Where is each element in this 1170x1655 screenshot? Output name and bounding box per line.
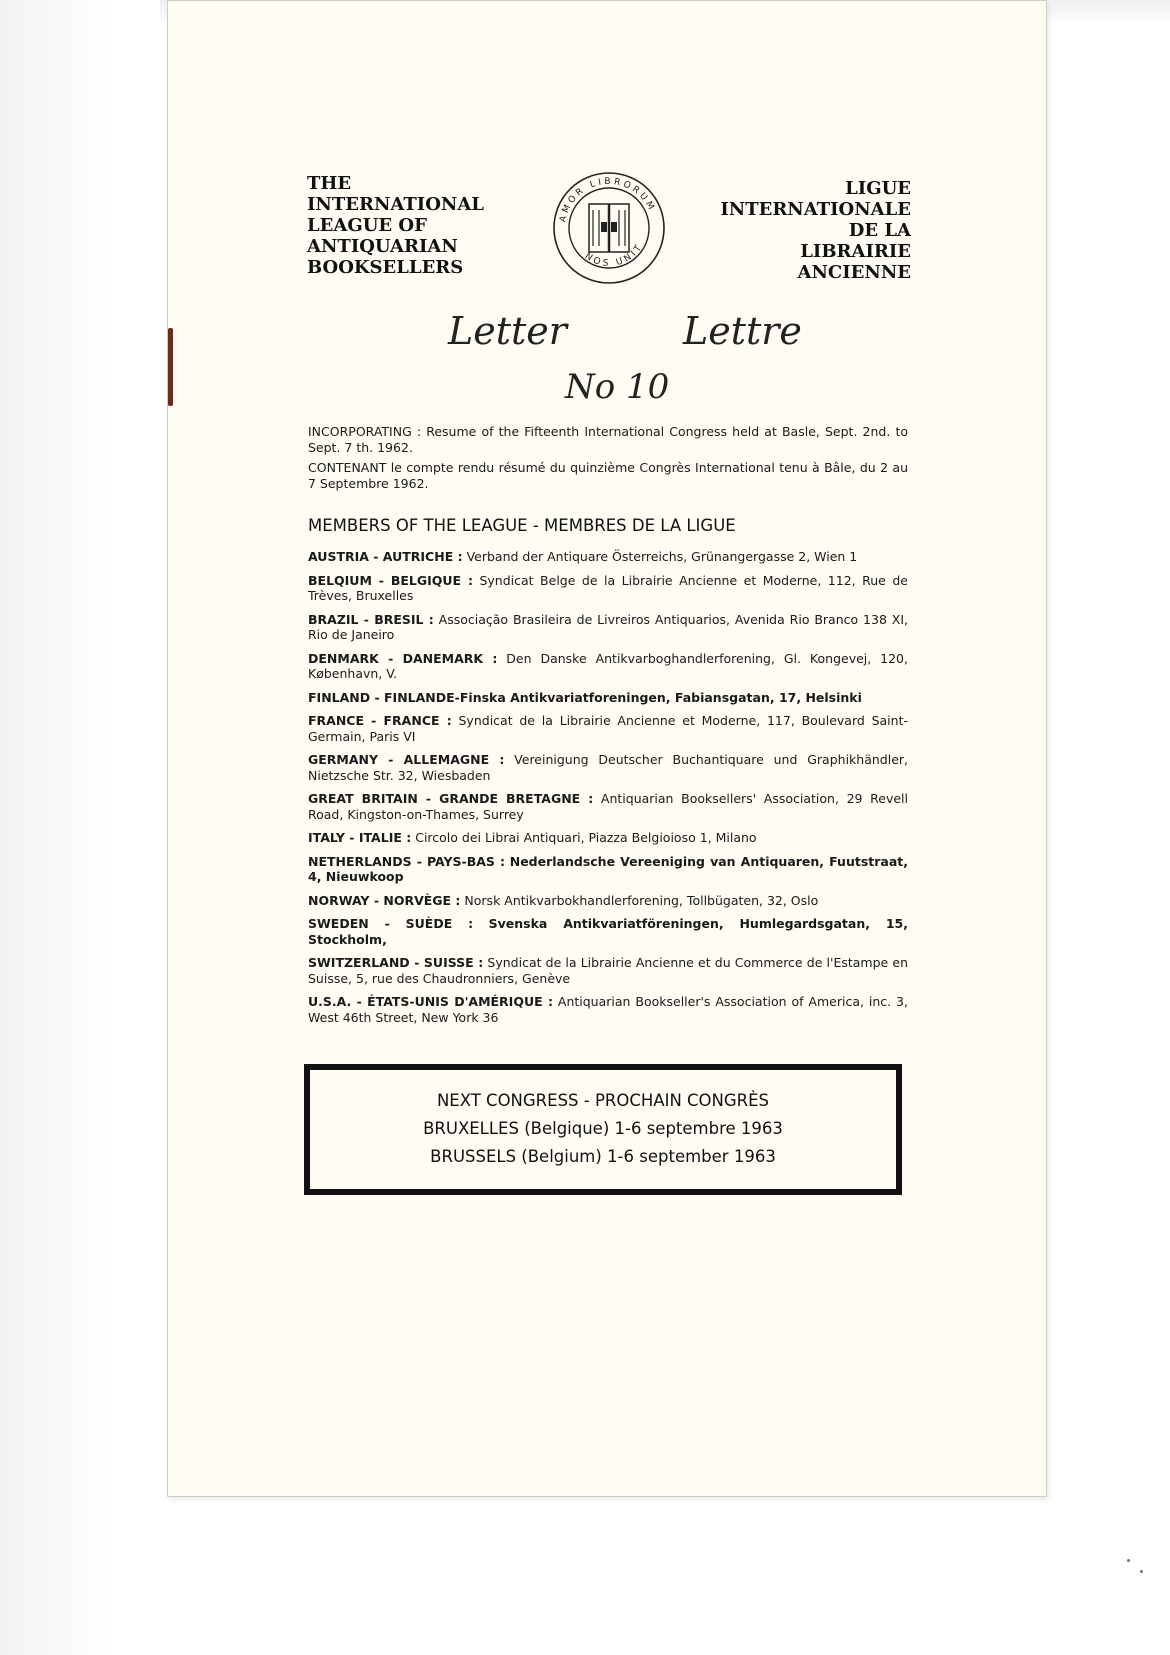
member-country: NORWAY - NORVÈGE : xyxy=(308,892,461,908)
list-item xyxy=(308,854,908,885)
members-heading: MEMBERS OF THE LEAGUE - MEMBRES DE LA LIGUE xyxy=(308,516,736,535)
header-french-line: INTERNATIONALE xyxy=(720,199,911,220)
list-item xyxy=(308,893,908,909)
intro-english: INCORPORATING : Resume of the Fifteenth International Congress held at Basle, Sept. 2nd. to Sept. 7 th. 1962. xyxy=(308,424,908,455)
member-address: Associação Brasileira de Livreiros Antiquarios, Avenida Rio Branco 138 XI, Rio de Janeiro xyxy=(308,611,908,642)
header-french-line: DE LA xyxy=(848,220,911,241)
list-item xyxy=(308,713,908,744)
header-english-line: ANTIQUARIAN xyxy=(307,236,458,257)
member-address: Norsk Antikvarbokhandlerforening, Tollbügaten, 32, Oslo xyxy=(464,892,819,908)
header-english xyxy=(307,173,547,278)
staple-mark xyxy=(168,328,173,406)
header-english-line: BOOKSELLERS xyxy=(307,257,464,278)
list-item xyxy=(308,916,908,947)
list-item xyxy=(308,955,908,986)
ilab-emblem-icon xyxy=(551,170,667,286)
svg-text:AMOR LIBRORUM: AMOR LIBRORUM xyxy=(558,176,657,224)
member-country: GERMANY - ALLEMAGNE : xyxy=(308,752,505,767)
member-address: Syndicat Belge de la Librairie Ancienne et Moderne, 112, Rue de Trèves, Bruxelles xyxy=(308,572,908,603)
member-address: Syndicat de la Librairie Ancienne et du Commerce de l'Estampe en Suisse, 5, rue des Chaudronniers, Genève xyxy=(308,955,908,986)
member-country: FRANCE - FRANCE : xyxy=(308,713,452,728)
members-list xyxy=(308,549,908,1033)
member-address: Antiquarian Bookseller's Association of America, inc. 3, West 46th Street, New York 36 xyxy=(308,994,908,1025)
list-item xyxy=(308,651,908,682)
title-letter-en: Letter xyxy=(448,309,567,353)
member-country: U.S.A. - ÉTATS-UNIS D'AMÉRIQUE : xyxy=(308,994,553,1009)
member-country: FINLAND - FINLANDE- xyxy=(308,689,460,705)
member-address: Verband der Antiquare Österreichs, Grünangergasse 2, Wien 1 xyxy=(466,549,858,564)
member-country: SWEDEN - SUÈDE : xyxy=(308,916,474,931)
header-english-line: THE xyxy=(307,173,352,194)
member-country: AUSTRIA - AUTRICHE : xyxy=(308,549,463,564)
member-country: SWITZERLAND - SUISSE : xyxy=(308,955,484,970)
list-item xyxy=(308,549,908,565)
member-address: Vereinigung Deutscher Buchantiquare und Graphikhändler, Nietzsche Str. 32, Wiesbaden xyxy=(308,752,908,783)
member-country: BRAZIL - BRESIL : xyxy=(308,611,434,627)
background-edge xyxy=(0,0,110,1655)
member-address: Nederlandsche Vereeniging van Antiquaren, Fuutstraat, 4, Nieuwkoop xyxy=(308,853,908,884)
member-address: Antiquarian Booksellers' Association, 29 Revell Road, Kingston-on-Thames, Surrey xyxy=(308,791,908,822)
svg-text:NOS UNIT: NOS UNIT xyxy=(582,241,646,270)
member-country: NETHERLANDS - PAYS-BAS : xyxy=(308,853,506,869)
member-address: Syndicat de la Librairie Ancienne et Moderne, 117, Boulevard Saint-Germain, Paris VI xyxy=(308,713,908,744)
list-item xyxy=(308,791,908,822)
list-item xyxy=(308,573,908,604)
list-item xyxy=(308,690,908,706)
header-english-line: INTERNATIONAL xyxy=(307,194,484,215)
dust-speck xyxy=(1140,1570,1143,1573)
member-country: BELQIUM - BELGIQUE : xyxy=(308,572,473,588)
header-english-line: LEAGUE OF xyxy=(307,215,427,236)
header-french xyxy=(670,178,911,283)
issue-number: No 10 xyxy=(565,367,670,407)
member-address: Den Danske Antikvarboghandlerforening, Gl. Kongevej, 120, København, V. xyxy=(308,650,908,681)
intro-french: CONTENANT le compte rendu résumé du quinzième Congrès International tenu à Bâle, du 2 au 7 Septembre 1962. xyxy=(308,460,908,491)
list-item xyxy=(308,830,908,846)
member-country: DENMARK - DANEMARK : xyxy=(308,650,498,666)
member-address: Finska Antikvariatforeningen, Fabiansgatan, 17, Helsinki xyxy=(459,689,862,705)
congress-title: NEXT CONGRESS - PROCHAIN CONGRÈS xyxy=(436,1091,770,1110)
congress-english: BRUSSELS (Belgium) 1-6 september 1963 xyxy=(430,1147,776,1166)
member-country: ITALY - ITALIE : xyxy=(308,830,412,845)
member-country: GREAT BRITAIN - GRANDE BRETAGNE : xyxy=(308,791,594,806)
list-item xyxy=(308,752,908,783)
header-french-line: ANCIENNE xyxy=(797,262,911,283)
dust-speck xyxy=(1127,1559,1130,1562)
member-address: Svenska Antikvariatföreningen, Humlegardsgatan, 15, Stockholm, xyxy=(308,916,909,947)
next-congress-box xyxy=(304,1064,902,1195)
congress-french: BRUXELLES (Belgique) 1-6 septembre 1963 xyxy=(423,1119,783,1138)
header-french-line: LIBRAIRIE xyxy=(800,241,911,262)
list-item xyxy=(308,612,908,643)
list-item xyxy=(308,994,908,1025)
title-letter-fr: Lettre xyxy=(683,309,802,353)
member-address: Circolo dei Librai Antiquari, Piazza Belgioioso 1, Milano xyxy=(415,830,757,845)
header-french-line: LIGUE xyxy=(845,178,911,199)
